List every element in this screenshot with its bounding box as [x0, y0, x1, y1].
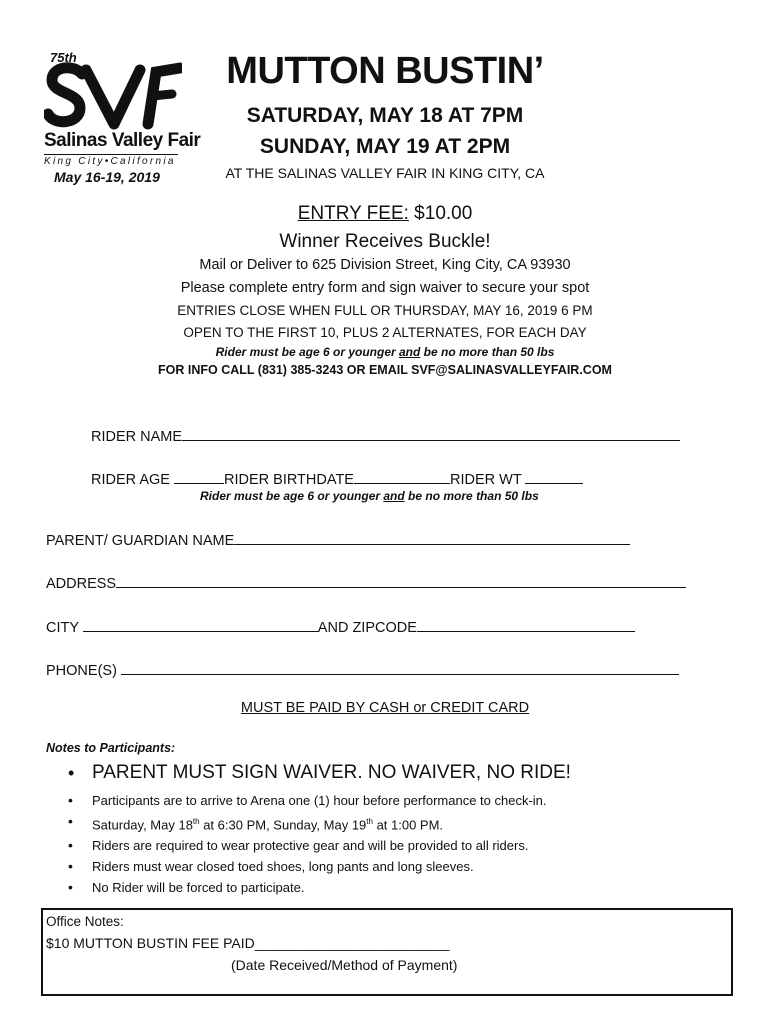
note-schedule-2: at 6:30 PM, Sunday, May 19 — [199, 817, 367, 833]
address-label: ADDRESS — [46, 576, 117, 592]
note-gear: Riders are required to wear protective gear and will be provided to all riders. — [92, 838, 529, 854]
city-blank[interactable] — [83, 617, 318, 632]
logo-anniversary: 75th — [50, 50, 77, 65]
entry-fee-label: ENTRY FEE: — [297, 203, 409, 224]
note-shoes: Riders must wear closed toed shoes, long pants and long sleeves. — [92, 859, 474, 875]
age-note-and: and — [383, 489, 405, 503]
sunday-date: SUNDAY, MAY 19 AT 2PM — [259, 135, 511, 158]
logo-divider — [44, 154, 178, 155]
zip-blank[interactable] — [417, 617, 635, 632]
age-note-text-2: be no more than 50 lbs — [404, 489, 539, 503]
office-date-received: (Date Received/Method of Payment) — [231, 957, 458, 973]
rider-wt-label: RIDER WT — [449, 472, 526, 488]
logo-fair-name: Salinas Valley Fair — [44, 130, 201, 151]
note-schedule-sup-2: th — [366, 817, 373, 826]
open-line: OPEN TO THE FIRST 10, PLUS 2 ALTERNATES, FOR EACH DAY — [183, 325, 587, 340]
age-rule-text: Rider must be age 6 or younger — [215, 345, 399, 359]
list-item — [46, 877, 726, 898]
age-note-text: Rider must be age 6 or younger — [200, 489, 384, 503]
note-schedule: Saturday, May 18 — [92, 817, 193, 833]
guardian-label: PARENT/ GUARDIAN NAME — [46, 533, 235, 549]
city-zip-row — [46, 617, 635, 636]
logo-location: King City•California — [44, 156, 176, 167]
complete-line: Please complete entry form and sign waiver to secure your spot — [180, 280, 590, 296]
note-waiver: PARENT MUST SIGN WAIVER. NO WAIVER, NO RIDE! — [92, 762, 571, 783]
address-blank[interactable] — [116, 573, 686, 588]
age-rule-text-2: be no more than 50 lbs — [420, 345, 555, 359]
saturday-date: SATURDAY, MAY 18 AT 7PM — [246, 104, 524, 127]
list-item — [46, 790, 726, 811]
rider-details-row — [91, 469, 583, 488]
phone-field[interactable] — [46, 660, 679, 679]
phone-label: PHONE(S) — [46, 663, 121, 679]
address-field[interactable] — [46, 573, 686, 592]
office-notes-box — [41, 908, 733, 996]
contact-line: FOR INFO CALL (831) 385-3243 OR EMAIL SVF@SALINASVALLEYFAIR.COM — [158, 363, 612, 377]
age-rule — [60, 345, 710, 359]
entry-fee-value: $10.00 — [408, 203, 473, 224]
close-line: ENTRIES CLOSE WHEN FULL OR THURSDAY, MAY 16, 2019 6 PM — [177, 303, 593, 318]
note-schedule-sup: th — [192, 817, 200, 826]
rider-name-blank[interactable] — [182, 426, 680, 441]
rider-name-field[interactable] — [91, 426, 680, 445]
rider-wt-blank[interactable] — [525, 469, 583, 484]
note-arrive: Participants are to arrive to Arena one (1) hour before performance to check-in. — [92, 793, 547, 808]
notes-heading: Notes to Participants: — [46, 741, 176, 755]
rider-age-note — [200, 489, 539, 503]
rider-age-blank[interactable] — [174, 469, 224, 484]
age-rule-and: and — [399, 345, 421, 359]
venue-line: AT THE SALINAS VALLEY FAIR IN KING CITY, CA — [225, 165, 545, 181]
phone-blank[interactable] — [121, 660, 679, 675]
logo-dates: May 16-19, 2019 — [54, 169, 160, 185]
rider-name-label: RIDER NAME — [91, 429, 183, 445]
list-item — [46, 756, 726, 790]
payment-note: MUST BE PAID BY CASH or CREDIT CARD — [240, 700, 530, 716]
office-fee-paid[interactable]: $10 MUTTON BUSTIN FEE PAID_________________________ — [46, 935, 450, 951]
office-notes-heading: Office Notes: — [46, 914, 124, 929]
prize-line: Winner Receives Buckle! — [279, 231, 491, 252]
list-item — [46, 856, 726, 877]
list-item — [46, 811, 726, 835]
guardian-blank[interactable] — [234, 530, 630, 545]
svf-logo-mark — [44, 62, 182, 132]
rider-age-label: RIDER AGE — [91, 472, 174, 488]
note-forced: No Rider will be forced to participate. — [92, 880, 305, 896]
entry-fee — [100, 203, 670, 225]
page-title: MUTTON BUSTIN’ — [226, 50, 544, 92]
guardian-field[interactable] — [46, 530, 630, 549]
mail-line: Mail or Deliver to 625 Division Street, King City, CA 93930 — [199, 257, 571, 273]
city-label: CITY — [46, 620, 83, 636]
notes-list — [46, 756, 726, 898]
svf-logo — [42, 48, 201, 188]
list-item — [46, 835, 726, 856]
rider-birthdate-blank[interactable] — [354, 469, 450, 484]
note-schedule-3: at 1:00 PM. — [372, 817, 444, 833]
rider-birthdate-label: RIDER BIRTHDATE — [224, 472, 354, 488]
zip-label: AND ZIPCODE — [317, 620, 417, 636]
